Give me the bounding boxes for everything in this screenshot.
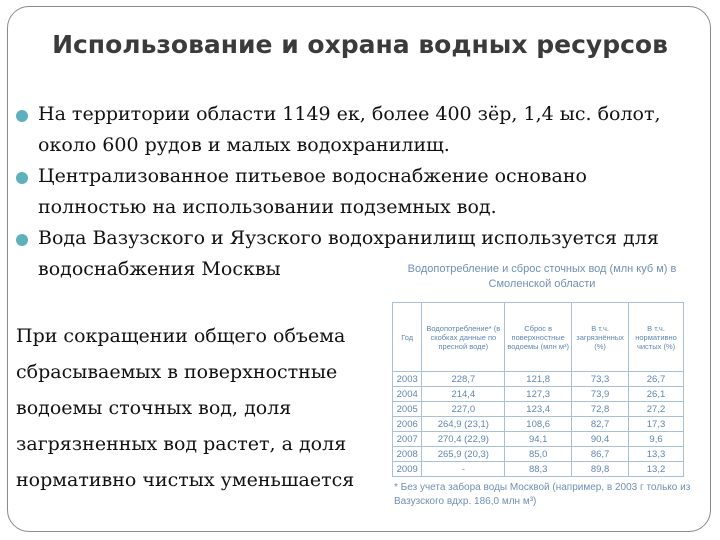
table-cell: - bbox=[422, 462, 505, 477]
body-paragraph: При сокращении общего объема сбрасываемых в поверхностные водоемы сточных вод, доля загрязненных вод растет, а доля нормативно чистых уменьшается bbox=[16, 325, 355, 491]
table-row bbox=[393, 387, 684, 402]
table-footnote: * Без учета забора воды Москвой (например, в 2003 г только из Вазузского вдхр. 186,0 млн м³) bbox=[394, 482, 691, 507]
table-cell: 121,8 bbox=[505, 372, 572, 387]
table-cell: 17,3 bbox=[629, 417, 684, 432]
table-row bbox=[393, 417, 684, 432]
header-cell-consumption: Водопотребление* (в скобках данные по пресной воде) bbox=[422, 303, 505, 372]
table-row bbox=[393, 432, 684, 447]
header-cell-clean: В т.ч. нормативно чистых (%) bbox=[629, 303, 684, 372]
table-cell: 86,7 bbox=[572, 447, 629, 462]
water-table bbox=[392, 302, 684, 477]
table-cell: 88,3 bbox=[505, 462, 572, 477]
header-cell-year: Год bbox=[393, 303, 422, 372]
table-cell: 228,7 bbox=[422, 372, 505, 387]
table-cell: 127,3 bbox=[505, 387, 572, 402]
table-cell: 2008 bbox=[393, 447, 422, 462]
bullet-text: Централизованное питьевое водоснабжение основано полностью на использовании подземных вод. bbox=[38, 165, 587, 218]
table-cell: 227,0 bbox=[422, 402, 505, 417]
table-cell: 2009 bbox=[393, 462, 422, 477]
slide-title: Использование и охрана водных ресурсов bbox=[52, 30, 668, 59]
table-cell: 9,6 bbox=[629, 432, 684, 447]
table-cell: 2004 bbox=[393, 387, 422, 402]
table-cell: 2006 bbox=[393, 417, 422, 432]
table-row bbox=[393, 372, 684, 387]
table-cell: 264,9 (23,1) bbox=[422, 417, 505, 432]
bullet-text: На территории области 1149 ек, более 400 зёр, 1,4 ыс. болот, около 600 рудов и малых водохранилищ. bbox=[38, 103, 661, 156]
table-cell: 90,4 bbox=[572, 432, 629, 447]
table-row bbox=[393, 447, 684, 462]
table-cell: 2003 bbox=[393, 372, 422, 387]
table-cell: 94,1 bbox=[505, 432, 572, 447]
table-cell: 72,8 bbox=[572, 402, 629, 417]
header-cell-discharge: Сброс в поверхностные водоемы (млн м³) bbox=[505, 303, 572, 372]
table-cell: 82,7 bbox=[572, 417, 629, 432]
bullet-text: Вода Вазузского и Яузского водохранилищ используется для водоснабжения Москвы bbox=[38, 227, 659, 280]
table-cell: 13,2 bbox=[629, 462, 684, 477]
bullet-list bbox=[16, 99, 676, 285]
table-title: Водопотребление и сброс сточных вод (млн куб м) в Смоленской области bbox=[407, 263, 677, 290]
header-cell-polluted: В т.ч. загрязнённых (%) bbox=[572, 303, 629, 372]
table-cell: 27,2 bbox=[629, 402, 684, 417]
table-cell: 13,3 bbox=[629, 447, 684, 462]
table-cell: 85,0 bbox=[505, 447, 572, 462]
table-cell: 270,4 (22,9) bbox=[422, 432, 505, 447]
table-cell: 26,1 bbox=[629, 387, 684, 402]
table-cell: 108,6 bbox=[505, 417, 572, 432]
table-cell: 89,8 bbox=[572, 462, 629, 477]
table-cell: 214,4 bbox=[422, 387, 505, 402]
table-row bbox=[393, 402, 684, 417]
table-cell: 73,3 bbox=[572, 372, 629, 387]
table-row bbox=[393, 462, 684, 477]
table-cell: 2007 bbox=[393, 432, 422, 447]
table-figure bbox=[392, 262, 692, 509]
table-cell: 26,7 bbox=[629, 372, 684, 387]
bullet-dot-icon bbox=[16, 234, 28, 246]
table-cell: 73,9 bbox=[572, 387, 629, 402]
table-cell: 2005 bbox=[393, 402, 422, 417]
table-cell: 265,9 (20,3) bbox=[422, 447, 505, 462]
bullet-item bbox=[16, 161, 676, 223]
bullet-item bbox=[16, 99, 676, 161]
bullet-dot-icon bbox=[16, 172, 28, 184]
bullet-dot-icon bbox=[16, 110, 28, 122]
table-cell: 123,4 bbox=[505, 402, 572, 417]
table-header-row bbox=[393, 303, 684, 372]
